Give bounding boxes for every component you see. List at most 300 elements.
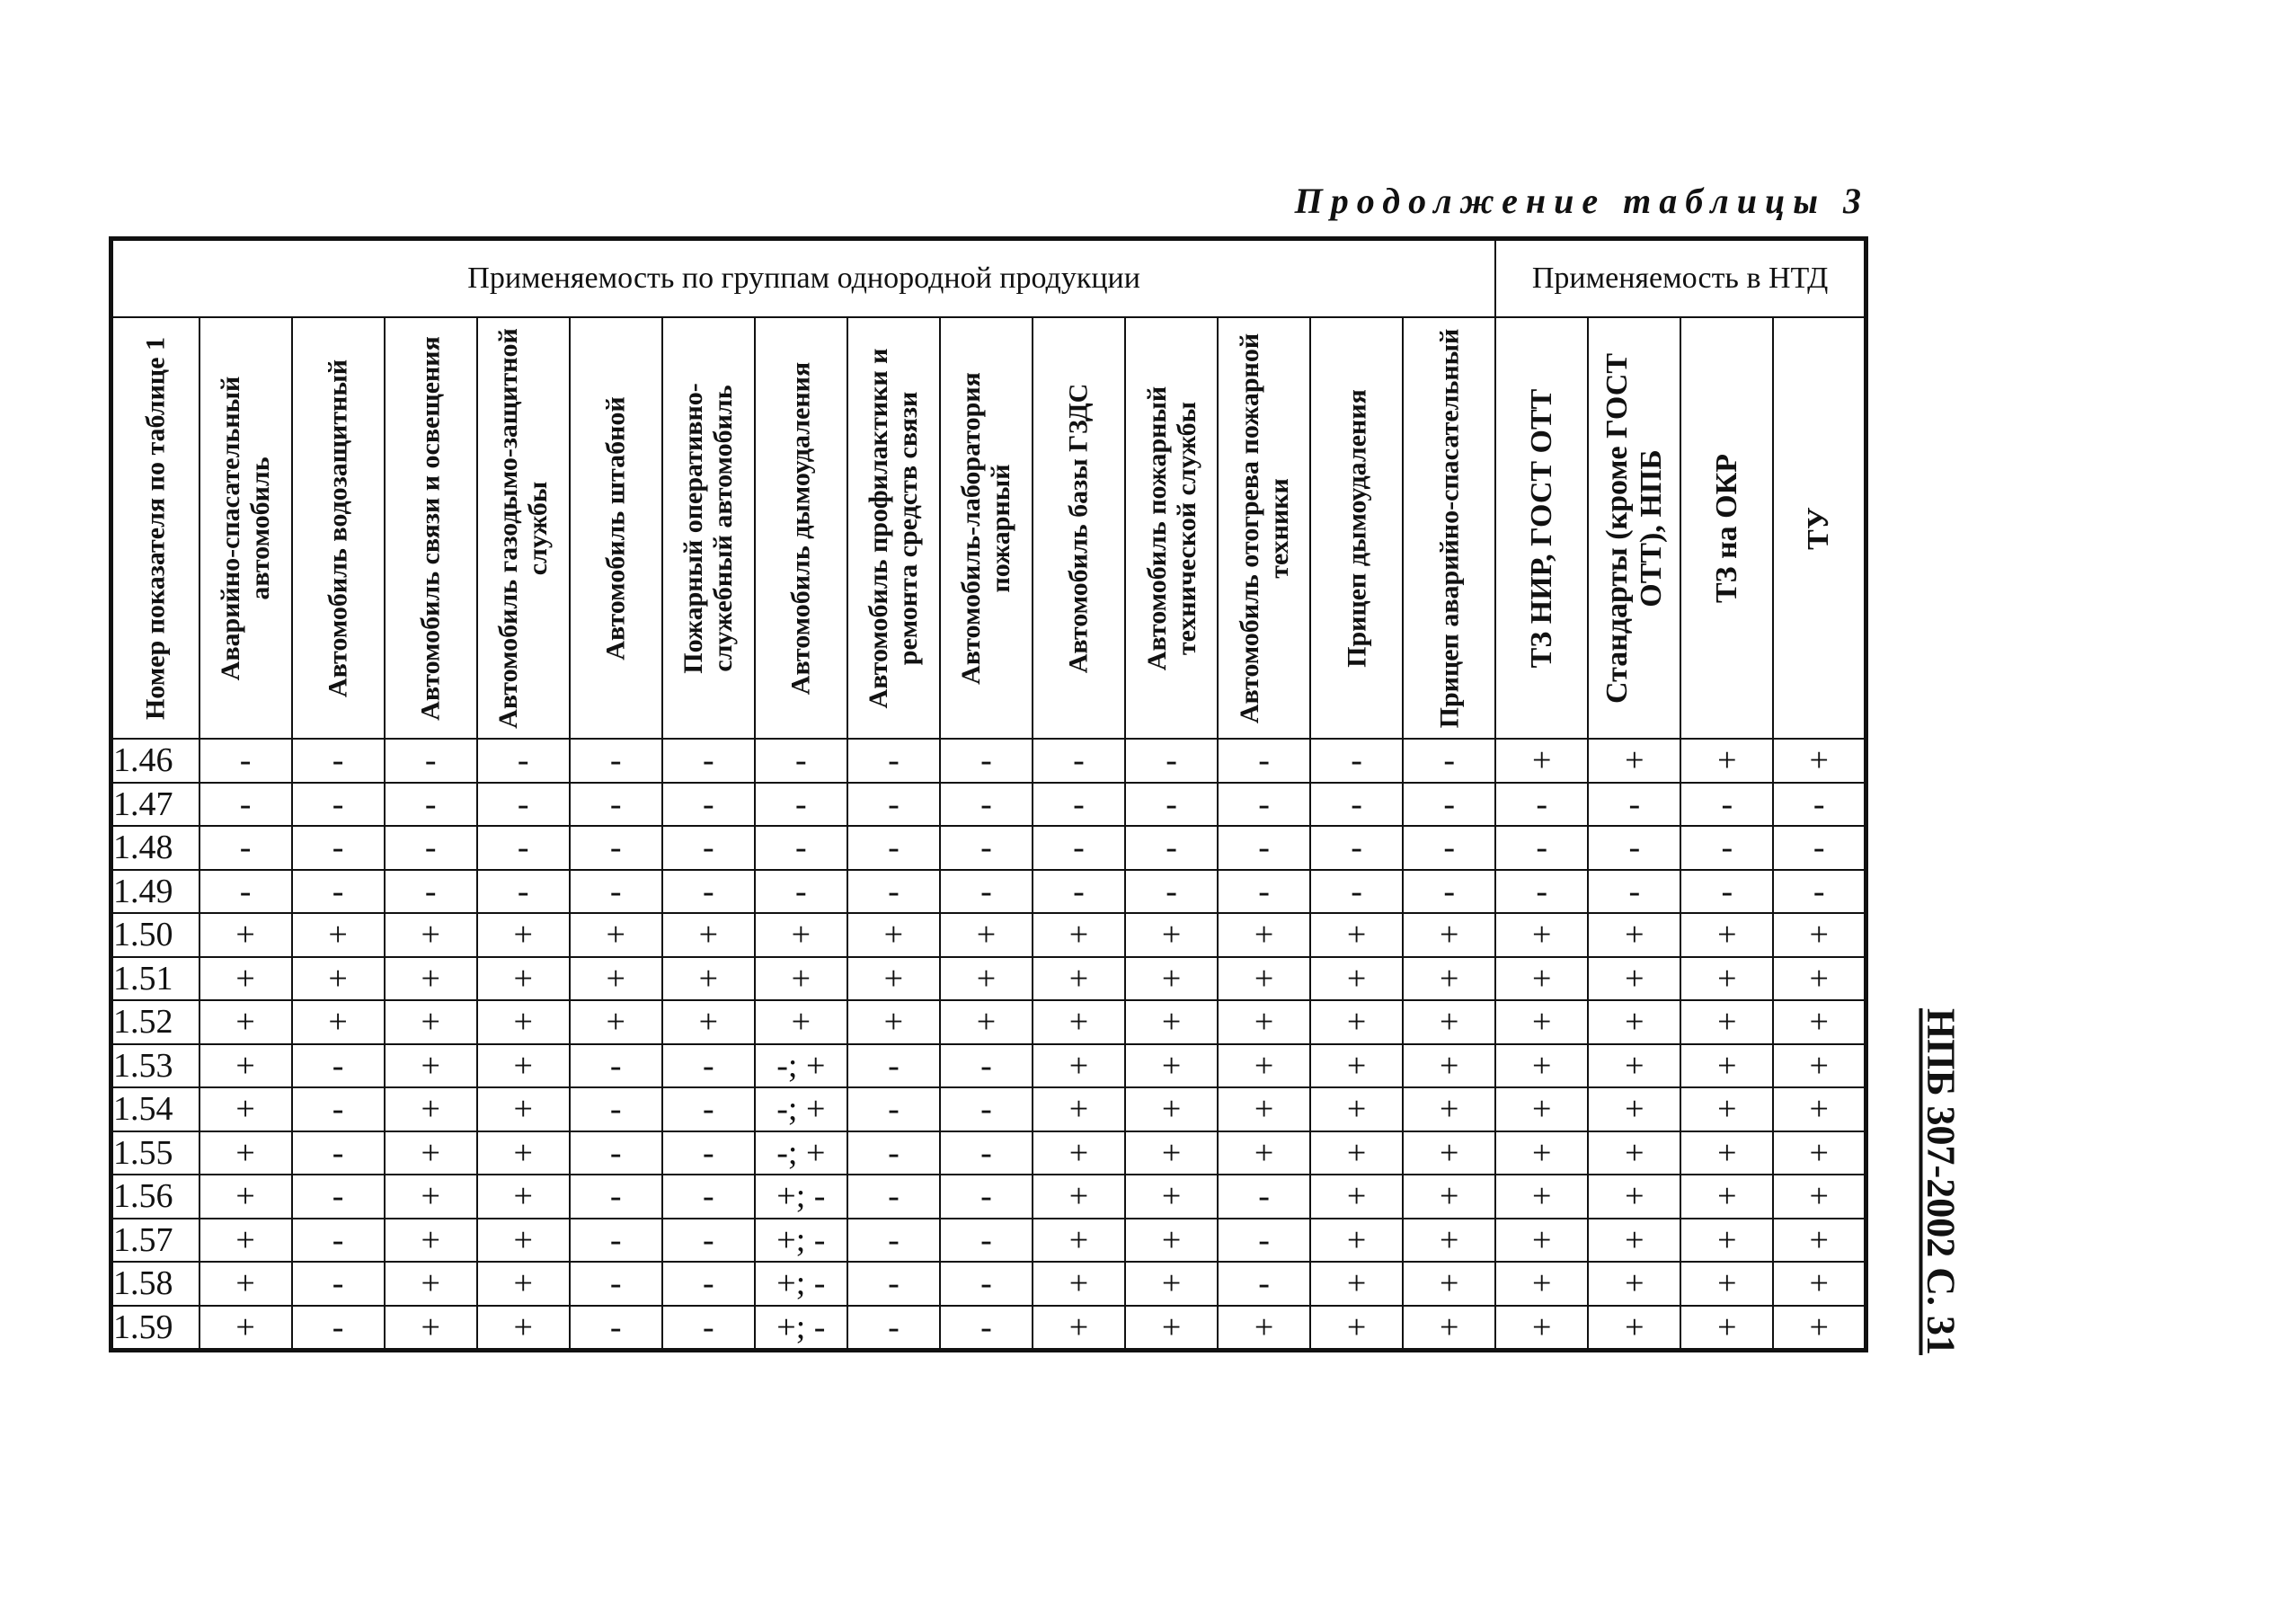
applicability-cell: - — [1218, 739, 1310, 783]
applicability-cell: - — [662, 1219, 755, 1263]
applicability-cell: + — [570, 1000, 662, 1044]
applicability-cell: - — [940, 870, 1033, 914]
column-header-label: ТЗ на ОКР — [1709, 453, 1743, 603]
applicability-cell: + — [1033, 1131, 1125, 1175]
column-header — [1218, 317, 1310, 739]
applicability-cell: - — [1125, 783, 1218, 827]
applicability-cell: + — [1033, 1087, 1125, 1131]
applicability-cell: + — [199, 957, 292, 1001]
table-row — [111, 1087, 1866, 1131]
applicability-cell: - — [1125, 826, 1218, 870]
applicability-cell: + — [199, 1262, 292, 1306]
applicability-cell: + — [1125, 1175, 1218, 1219]
column-header — [477, 317, 570, 739]
applicability-cell: - — [1218, 1219, 1310, 1263]
applicability-cell: + — [1403, 1306, 1495, 1351]
applicability-cell: + — [477, 1044, 570, 1088]
applicability-cell: - — [570, 1219, 662, 1263]
indicator-number-cell: 1.57 — [111, 1219, 199, 1263]
applicability-cell: - — [940, 1131, 1033, 1175]
applicability-cell: - — [1680, 826, 1773, 870]
applicability-cell: + — [1033, 1219, 1125, 1263]
indicator-number-cell: 1.59 — [111, 1306, 199, 1351]
applicability-cell: - — [1033, 826, 1125, 870]
applicability-cell: + — [1033, 1306, 1125, 1351]
applicability-cell: + — [1125, 1306, 1218, 1351]
column-header — [1495, 317, 1588, 739]
applicability-cell: - — [847, 1306, 940, 1351]
column-header-indicator-number — [111, 317, 199, 739]
applicability-cell: + — [385, 1044, 477, 1088]
column-header — [1125, 317, 1218, 739]
applicability-cell: - — [1495, 783, 1588, 827]
applicability-cell: - — [940, 739, 1033, 783]
indicator-number-cell: 1.49 — [111, 870, 199, 914]
applicability-cell: + — [199, 1306, 292, 1351]
applicability-cell: + — [385, 1175, 477, 1219]
applicability-cell: + — [1403, 1262, 1495, 1306]
continuation-title: Продолжение таблицы 3 — [1294, 181, 1869, 221]
applicability-cell: + — [1403, 957, 1495, 1001]
applicability-cell: - — [292, 1087, 385, 1131]
applicability-cell: - — [1310, 870, 1403, 914]
applicability-cell: + — [1588, 1000, 1680, 1044]
indicator-number-cell: 1.47 — [111, 783, 199, 827]
applicability-cell: - — [662, 783, 755, 827]
applicability-cell: - — [755, 870, 847, 914]
applicability-cell: + — [1495, 1087, 1588, 1131]
applicability-cell: - — [847, 1262, 940, 1306]
applicability-cell: - — [847, 1175, 940, 1219]
applicability-cell: + — [1680, 1219, 1773, 1263]
column-header-label: Прицеп аварийно-спасательный — [1434, 328, 1465, 728]
applicability-cell: - — [662, 1131, 755, 1175]
applicability-cell: + — [1310, 1131, 1403, 1175]
column-header-label: Автомобиль отогрева пожарной техники — [1234, 333, 1294, 723]
applicability-cell: - — [1680, 870, 1773, 914]
column-header-label: Автомобиль дымоудаления — [785, 361, 816, 695]
applicability-cell: + — [1773, 1044, 1866, 1088]
applicability-table — [109, 236, 1868, 1352]
applicability-cell: + — [1773, 1087, 1866, 1131]
indicator-number-cell: 1.51 — [111, 957, 199, 1001]
applicability-cell: + — [1495, 1262, 1588, 1306]
applicability-cell: + — [1310, 913, 1403, 957]
applicability-cell: + — [1588, 1306, 1680, 1351]
applicability-cell: - — [1218, 826, 1310, 870]
applicability-cell: + — [1680, 1044, 1773, 1088]
column-header — [1773, 317, 1866, 739]
indicator-number-cell: 1.55 — [111, 1131, 199, 1175]
applicability-cell: + — [1495, 1000, 1588, 1044]
applicability-cell: - — [1588, 870, 1680, 914]
table-row — [111, 1044, 1866, 1088]
table-row — [111, 783, 1866, 827]
applicability-cell: - — [1773, 870, 1866, 914]
applicability-cell: - — [1588, 826, 1680, 870]
applicability-cell: - — [1310, 826, 1403, 870]
applicability-cell: - — [662, 1044, 755, 1088]
applicability-cell: - — [292, 1219, 385, 1263]
applicability-cell: + — [1310, 1044, 1403, 1088]
applicability-cell: + — [1403, 1087, 1495, 1131]
column-header-label: Стандарты (кроме ГОСТ ОТТ), НПБ — [1600, 352, 1668, 704]
table-row — [111, 870, 1866, 914]
applicability-cell: - — [662, 1175, 755, 1219]
applicability-cell: + — [1125, 1000, 1218, 1044]
indicator-number-cell: 1.56 — [111, 1175, 199, 1219]
applicability-cell: + — [1310, 1306, 1403, 1351]
column-header-label: Автомобиль штабной — [600, 395, 631, 661]
applicability-cell: - — [199, 783, 292, 827]
applicability-cell: + — [1403, 913, 1495, 957]
applicability-cell: - — [199, 739, 292, 783]
applicability-cell: - — [570, 783, 662, 827]
applicability-cell: - — [662, 1262, 755, 1306]
applicability-cell: + — [1495, 739, 1588, 783]
applicability-cell: + — [662, 957, 755, 1001]
applicability-cell: + — [755, 1000, 847, 1044]
applicability-cell: + — [1310, 1175, 1403, 1219]
applicability-cell: + — [1125, 1219, 1218, 1263]
applicability-cell: + — [847, 913, 940, 957]
applicability-cell: + — [1403, 1044, 1495, 1088]
document-reference — [1901, 971, 1981, 1393]
applicability-cell: + — [385, 1000, 477, 1044]
applicability-cell: + — [1033, 913, 1125, 957]
applicability-cell: + — [1125, 913, 1218, 957]
column-header — [662, 317, 755, 739]
table-row — [111, 913, 1866, 957]
applicability-cell: - — [662, 826, 755, 870]
applicability-cell: + — [570, 957, 662, 1001]
indicator-number-cell: 1.50 — [111, 913, 199, 957]
table-row — [111, 1219, 1866, 1263]
applicability-cell: +; - — [755, 1262, 847, 1306]
applicability-cell: + — [477, 957, 570, 1001]
applicability-cell: +; - — [755, 1219, 847, 1263]
applicability-cell: - — [385, 783, 477, 827]
applicability-cell: - — [940, 826, 1033, 870]
applicability-cell: - — [292, 1044, 385, 1088]
applicability-cell: - — [1495, 826, 1588, 870]
applicability-cell: + — [662, 913, 755, 957]
applicability-cell: + — [1310, 1000, 1403, 1044]
applicability-cell: + — [1218, 1131, 1310, 1175]
applicability-cell: - — [847, 1219, 940, 1263]
applicability-cell: - — [1125, 739, 1218, 783]
applicability-cell: + — [570, 913, 662, 957]
column-header — [755, 317, 847, 739]
applicability-cell: + — [1680, 913, 1773, 957]
column-header-label: Автомобиль водозащитный — [323, 359, 353, 697]
column-header-label: Номер показателя по таблице 1 — [140, 336, 171, 720]
applicability-cell: - — [847, 1131, 940, 1175]
applicability-cell: - — [1218, 1262, 1310, 1306]
applicability-cell: - — [1403, 826, 1495, 870]
applicability-cell: + — [1310, 1087, 1403, 1131]
applicability-cell: + — [1495, 1175, 1588, 1219]
applicability-cell: - — [385, 739, 477, 783]
applicability-cell: + — [1218, 957, 1310, 1001]
table-row — [111, 1262, 1866, 1306]
applicability-cell: + — [385, 913, 477, 957]
table-row — [111, 739, 1866, 783]
applicability-cell: - — [292, 783, 385, 827]
applicability-cell: + — [1680, 1000, 1773, 1044]
applicability-cell: - — [1033, 870, 1125, 914]
column-header — [1403, 317, 1495, 739]
applicability-cell: + — [1588, 1087, 1680, 1131]
applicability-cell: - — [570, 1131, 662, 1175]
column-header — [1588, 317, 1680, 739]
table-row — [111, 826, 1866, 870]
applicability-cell: - — [847, 1087, 940, 1131]
table-row — [111, 1000, 1866, 1044]
column-header-label: Автомобиль-лаборатория пожарный — [956, 371, 1016, 685]
applicability-cell: + — [1680, 1306, 1773, 1351]
applicability-cell: + — [477, 1000, 570, 1044]
applicability-cell: + — [1495, 1044, 1588, 1088]
applicability-cell: + — [1403, 1131, 1495, 1175]
applicability-cell: - — [1125, 870, 1218, 914]
indicator-number-cell: 1.48 — [111, 826, 199, 870]
applicability-cell: + — [199, 913, 292, 957]
applicability-cell: + — [292, 957, 385, 1001]
applicability-cell: + — [1680, 1131, 1773, 1175]
column-header-label: Автомобиль пожарный технической службы — [1141, 386, 1201, 670]
applicability-cell: + — [1033, 1262, 1125, 1306]
column-header — [1033, 317, 1125, 739]
applicability-cell: + — [385, 1262, 477, 1306]
applicability-cell: + — [385, 1131, 477, 1175]
column-header — [292, 317, 385, 739]
applicability-cell: - — [847, 1044, 940, 1088]
applicability-cell: + — [1680, 957, 1773, 1001]
applicability-cell: + — [1125, 957, 1218, 1001]
applicability-cell: + — [1588, 1131, 1680, 1175]
column-header-label: Автомобиль базы ГЗДС — [1063, 383, 1094, 673]
applicability-cell: + — [1588, 913, 1680, 957]
applicability-cell: - — [755, 739, 847, 783]
applicability-cell: - — [940, 1306, 1033, 1351]
applicability-cell: + — [1680, 1262, 1773, 1306]
applicability-cell: + — [1125, 1262, 1218, 1306]
applicability-cell: - — [940, 1219, 1033, 1263]
applicability-cell: + — [1773, 1131, 1866, 1175]
applicability-cell: + — [1125, 1044, 1218, 1088]
applicability-cell: + — [385, 1219, 477, 1263]
applicability-cell: + — [1033, 1044, 1125, 1088]
applicability-cell: -; + — [755, 1131, 847, 1175]
applicability-cell: + — [1033, 1175, 1125, 1219]
applicability-cell: -; + — [755, 1044, 847, 1088]
document-reference-text: НПБ 307-2002 С. 31 — [1919, 1008, 1964, 1355]
applicability-cell: + — [477, 1306, 570, 1351]
applicability-cell: - — [940, 1262, 1033, 1306]
applicability-cell: + — [1403, 1219, 1495, 1263]
applicability-cell: - — [570, 1087, 662, 1131]
applicability-cell: - — [199, 826, 292, 870]
applicability-cell: - — [1773, 826, 1866, 870]
column-header — [940, 317, 1033, 739]
applicability-cell: + — [385, 1087, 477, 1131]
applicability-cell: - — [292, 739, 385, 783]
applicability-cell: - — [1403, 870, 1495, 914]
applicability-cell: + — [477, 1175, 570, 1219]
applicability-cell: + — [1773, 739, 1866, 783]
applicability-cell: + — [1495, 1131, 1588, 1175]
applicability-cell: - — [570, 1262, 662, 1306]
applicability-cell: - — [385, 826, 477, 870]
applicability-cell: + — [1773, 957, 1866, 1001]
applicability-cell: - — [1773, 783, 1866, 827]
applicability-cell: - — [662, 1306, 755, 1351]
applicability-cell: - — [1403, 783, 1495, 827]
applicability-cell: + — [1680, 1175, 1773, 1219]
applicability-cell: + — [477, 913, 570, 957]
applicability-cell: + — [1125, 1131, 1218, 1175]
column-header-label: Автомобиль газодымо-защитной службы — [493, 327, 554, 729]
applicability-cell: +; - — [755, 1306, 847, 1351]
applicability-cell: + — [847, 1000, 940, 1044]
applicability-cell: - — [1680, 783, 1773, 827]
column-header — [385, 317, 477, 739]
applicability-cell: + — [1588, 957, 1680, 1001]
applicability-cell: +; - — [755, 1175, 847, 1219]
applicability-cell: + — [1495, 1306, 1588, 1351]
applicability-cell: - — [1218, 783, 1310, 827]
applicability-cell: + — [1218, 1087, 1310, 1131]
indicator-number-cell: 1.46 — [111, 739, 199, 783]
applicability-cell: - — [292, 1306, 385, 1351]
applicability-cell: + — [477, 1262, 570, 1306]
applicability-cell: - — [1218, 870, 1310, 914]
applicability-cell: - — [570, 1044, 662, 1088]
applicability-cell: + — [1588, 1219, 1680, 1263]
applicability-cell: + — [1588, 1262, 1680, 1306]
applicability-cell: - — [847, 826, 940, 870]
group-header-row — [111, 239, 1866, 318]
applicability-cell: + — [1218, 1000, 1310, 1044]
applicability-cell: - — [940, 783, 1033, 827]
applicability-cell: - — [570, 870, 662, 914]
applicability-cell: + — [755, 913, 847, 957]
applicability-cell: - — [1310, 783, 1403, 827]
applicability-cell: - — [1310, 739, 1403, 783]
applicability-cell: + — [1495, 957, 1588, 1001]
applicability-cell: + — [847, 957, 940, 1001]
applicability-cell: - — [662, 870, 755, 914]
applicability-cell: + — [1773, 1175, 1866, 1219]
applicability-cell: + — [1680, 1087, 1773, 1131]
applicability-cell: + — [1773, 1000, 1866, 1044]
applicability-cell: - — [1033, 739, 1125, 783]
applicability-cell: - — [477, 783, 570, 827]
column-header-label: ТЗ НИР, ГОСТ ОТТ — [1524, 388, 1558, 668]
column-header-row — [111, 317, 1866, 739]
indicator-number-cell: 1.54 — [111, 1087, 199, 1131]
column-header-label: Пожарный оперативно-служебный автомобиль — [678, 382, 739, 674]
applicability-cell: - — [292, 1262, 385, 1306]
applicability-cell: + — [1773, 1219, 1866, 1263]
applicability-cell: + — [1403, 1175, 1495, 1219]
table-row — [111, 1175, 1866, 1219]
applicability-cell: + — [385, 957, 477, 1001]
applicability-cell: + — [1588, 739, 1680, 783]
applicability-cell: + — [1588, 1175, 1680, 1219]
applicability-cell: + — [1773, 1262, 1866, 1306]
applicability-cell: - — [292, 1131, 385, 1175]
applicability-cell: - — [755, 783, 847, 827]
applicability-cell: + — [1773, 913, 1866, 957]
applicability-cell: + — [199, 1131, 292, 1175]
applicability-cell: + — [940, 1000, 1033, 1044]
applicability-cell: - — [940, 1175, 1033, 1219]
applicability-cell: - — [292, 826, 385, 870]
applicability-cell: - — [477, 870, 570, 914]
applicability-cell: + — [199, 1219, 292, 1263]
applicability-cell: + — [292, 1000, 385, 1044]
column-header-label: Автомобиль профилактики и ремонта средств связи — [864, 348, 924, 708]
column-header-label: Прицеп дымоудаления — [1342, 388, 1372, 668]
column-header-label: ТУ — [1802, 506, 1836, 550]
applicability-cell: - — [477, 739, 570, 783]
applicability-cell: + — [199, 1044, 292, 1088]
applicability-cell: + — [1125, 1087, 1218, 1131]
column-header-label: Аварийно-спасательный автомобиль — [216, 376, 276, 680]
applicability-cell: - — [1033, 783, 1125, 827]
applicability-cell: - — [477, 826, 570, 870]
applicability-cell: - — [940, 1044, 1033, 1088]
table-body — [111, 739, 1866, 1351]
applicability-cell: - — [570, 1175, 662, 1219]
applicability-cell: - — [662, 739, 755, 783]
applicability-cell: - — [570, 1306, 662, 1351]
applicability-cell: + — [1218, 1306, 1310, 1351]
applicability-cell: + — [1310, 1219, 1403, 1263]
applicability-cell: + — [1033, 1000, 1125, 1044]
applicability-cell: + — [662, 1000, 755, 1044]
applicability-cell: - — [292, 1175, 385, 1219]
applicability-cell: + — [940, 957, 1033, 1001]
table-row — [111, 1306, 1866, 1351]
applicability-cell: - — [940, 1087, 1033, 1131]
applicability-cell: + — [1588, 1044, 1680, 1088]
applicability-cell: - — [847, 739, 940, 783]
applicability-cell: - — [847, 783, 940, 827]
applicability-cell: + — [1033, 957, 1125, 1001]
applicability-cell: + — [1218, 913, 1310, 957]
applicability-cell: - — [847, 870, 940, 914]
applicability-cell: + — [292, 913, 385, 957]
applicability-cell: + — [477, 1087, 570, 1131]
applicability-cell: + — [199, 1087, 292, 1131]
applicability-cell: + — [1773, 1306, 1866, 1351]
applicability-cell: - — [570, 739, 662, 783]
applicability-cell: + — [199, 1175, 292, 1219]
applicability-cell: + — [1403, 1000, 1495, 1044]
applicability-cell: + — [940, 913, 1033, 957]
indicator-number-cell: 1.53 — [111, 1044, 199, 1088]
applicability-cell: + — [477, 1219, 570, 1263]
applicability-cell: - — [662, 1087, 755, 1131]
column-header — [199, 317, 292, 739]
applicability-cell: - — [570, 826, 662, 870]
applicability-cell: + — [755, 957, 847, 1001]
ntd-header: Применяемость в НТД — [1495, 239, 1866, 318]
table-row — [111, 957, 1866, 1001]
